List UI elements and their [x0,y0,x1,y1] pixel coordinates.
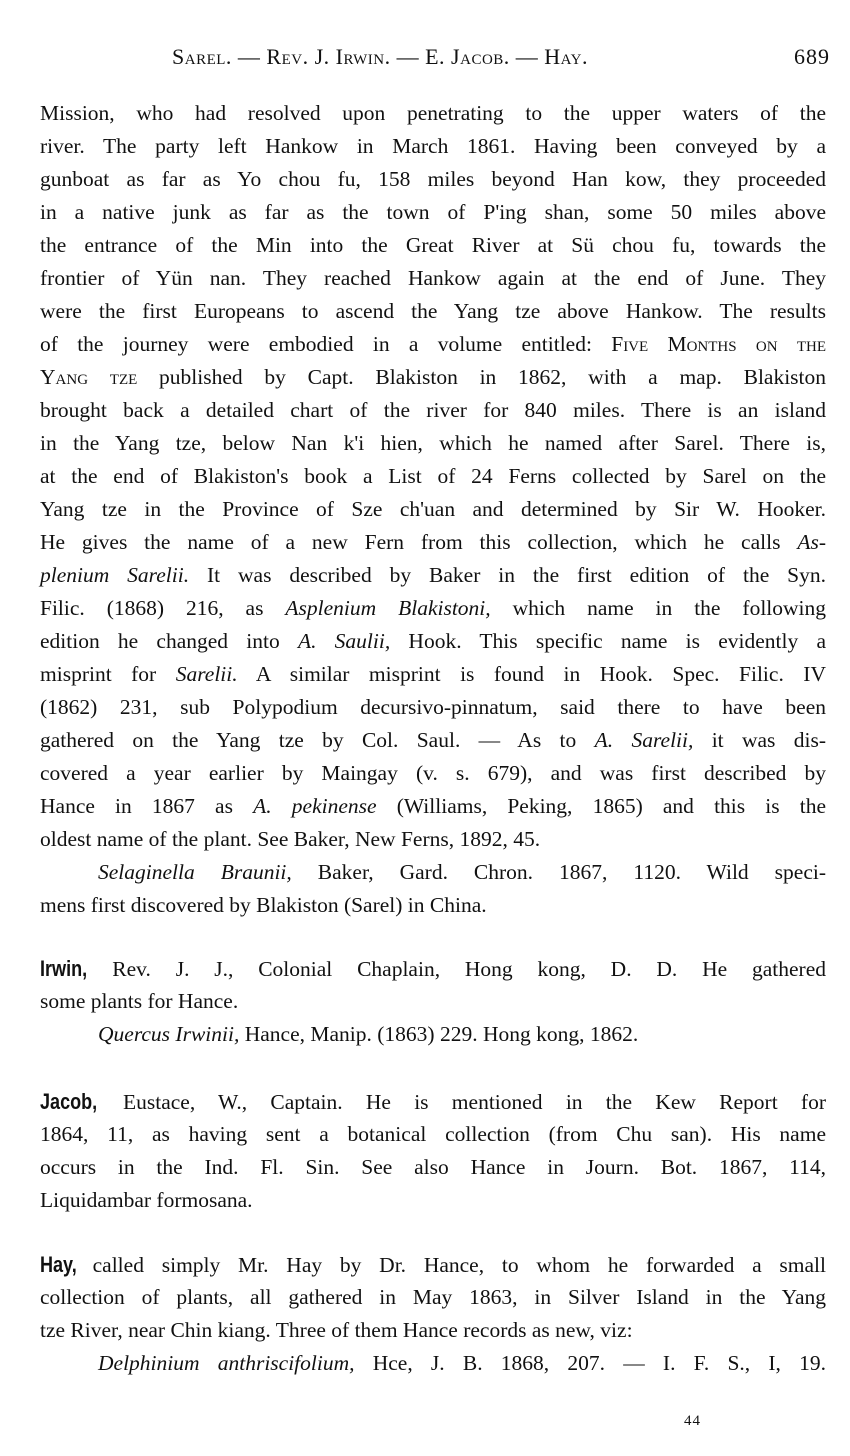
running-title: Sarel. — Rev. J. Irwin. — E. Jacob. — Hay. [172,44,588,69]
text-span: which name in the following [512,596,827,620]
page-number: 689 [794,44,830,69]
text-line: oldest name of the plant. See Baker, New Ferns, 1892, 45. [40,827,541,851]
book-title: Yang tze [40,365,138,389]
text-span: misprint for [40,662,157,686]
text-line [40,664,826,686]
text-line [40,334,826,356]
text-line: some plants for Hance. [40,989,239,1013]
text-span: A similar misprint is found in Hook. Spec. Filic. IV [255,662,826,686]
entry-heading: Hay, [40,1252,77,1277]
text-line [98,1024,826,1046]
text-span: (Williams, Peking, 1865) and this is the [396,794,827,818]
text-line: at the end of Blakiston's book a List of 24 Ferns collected by Sarel on the [40,464,826,488]
text-span: Hance, Manip. (1863) 229. Hong kong, 1862. [244,1022,639,1046]
text-line: tze River, near Chin kiang. Three of them Hance records as new, viz: [40,1318,633,1342]
text-line [98,862,826,884]
entry-jacob [40,1091,826,1114]
text-line: (1862) 231, sub Polypodium decursivo-pinnatum, said there to have been [40,695,826,719]
text-line: Mission, who had resolved upon penetrating to the upper waters of the [40,101,826,125]
text-span: Eustace, W., Captain. He is mentioned in the Kew Report for [122,1090,827,1114]
text-line: gunboat as far as Yo chou fu, 158 miles beyond Han kow, they proceeded [40,167,826,191]
text-line [40,631,826,653]
species-name: Quercus Irwinii, [98,1022,240,1046]
entry-heading: Jacob, [40,1089,98,1114]
signature-mark: 44 [684,1413,701,1429]
species-name: A. Sarelii, [594,728,694,752]
text-line [40,565,826,587]
species-name: Selaginella Braunii, [98,860,292,884]
species-name: Sarelii. [175,662,238,686]
species-name: plenium Sarelii. [40,563,190,587]
text-line: the entrance of the Min into the Great River at Sü chou fu, towards the [40,233,826,257]
text-line: collection of plants, all gathered in May 1863, in Silver Island in the Yang [40,1285,826,1309]
text-line [40,796,826,818]
species-name: Delphinium anthriscifolium, [98,1351,355,1375]
text-line: river. The party left Hankow in March 1861. Having been conveyed by a [40,134,826,158]
entry-heading: Irwin, [40,956,88,981]
species-name: As- [797,530,827,554]
text-span: published by Capt. Blakiston in 1862, with a map. Blakiston [159,365,827,389]
species-name: Asplenium Blakistoni, [285,596,491,620]
text-line [98,1353,826,1375]
text-line: brought back a detailed chart of the river for 840 miles. There is an island [40,398,826,422]
text-line: occurs in the Ind. Fl. Sin. See also Hance in Journ. Bot. 1867, 114, [40,1155,826,1179]
text-line: frontier of Yün nan. They reached Hankow again at the end of June. They [40,266,826,290]
running-head [40,44,830,80]
entry-hay [40,1254,826,1277]
text-line [40,598,826,620]
text-span: of the journey were embodied in a volume entitled: [40,332,592,356]
text-span: Baker, Gard. Chron. 1867, 1120. Wild speci- [317,860,826,884]
text-span: Hce, J. B. 1868, 207. — I. F. S., I, 19. [372,1351,826,1375]
text-line: Liquidambar formosana. [40,1188,253,1212]
text-span: Filic. (1868) 216, as [40,596,264,620]
species-name: A. pekinense [253,794,377,818]
text-line [40,367,826,389]
text-line: in a native junk as far as the town of P'ing shan, some 50 miles above [40,200,826,224]
text-line [40,730,826,752]
text-line: were the first Europeans to ascend the Yang tze above Hankow. The results [40,299,826,323]
text-line: covered a year earlier by Maingay (v. s. 679), and was first described by [40,761,826,785]
species-name: A. Saulii, [297,629,391,653]
text-span: Hook. This specific name is evidently a [408,629,826,653]
text-line: in the Yang tze, below Nan k'i hien, which he named after Sarel. There is, [40,431,826,455]
text-span: Hance in 1867 as [40,794,233,818]
text-span: called simply Mr. Hay by Dr. Hance, to whom he forwarded a small [92,1253,827,1277]
text-span: Rev. J. J., Colonial Chaplain, Hong kong, D. D. He gathered [112,957,827,981]
text-span: It was described by Baker in the first edition of the Syn. [206,563,826,587]
text-line: 1864, 11, as having sent a botanical collection (from Chu san). His name [40,1122,826,1146]
book-title: Five Months on the [611,332,826,356]
text-line: mens first discovered by Blakiston (Sarel) in China. [40,893,487,917]
text-line: Yang tze in the Province of Sze ch'uan and determined by Sir W. Hooker. [40,497,826,521]
text-span: it was dis- [711,728,827,752]
entry-irwin [40,958,826,981]
text-span: edition he changed into [40,629,280,653]
text-span: He gives the name of a new Fern from this collection, which he calls [40,530,781,554]
text-span: gathered on the Yang tze by Col. Saul. — As to [40,728,577,752]
text-line [40,532,826,554]
